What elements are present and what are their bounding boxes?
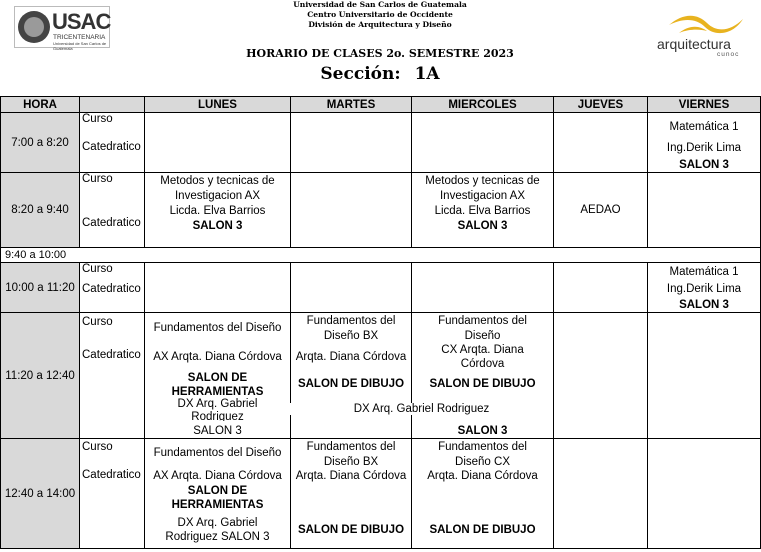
room-name: SALON 3 (679, 159, 729, 171)
time-cell: 12:40 a 14:00 (1, 439, 80, 549)
course-name: Fundamentos del Diseño (153, 322, 282, 334)
table-row (1, 113, 761, 173)
martes-cell (291, 263, 412, 313)
room-name: SALON DE (187, 372, 248, 384)
catedratico-label: Catedratico (82, 141, 141, 153)
time-cell: 11:20 a 12:40 (1, 313, 80, 439)
miercoles-cell (412, 313, 554, 439)
course-name: Fundamentos del (306, 441, 396, 453)
jueves-cell (554, 439, 648, 549)
col-header-hora: HORA (1, 97, 80, 113)
course-name: Fundamentos del (438, 315, 527, 327)
teacher-name: Ing.Derik Lima (666, 283, 742, 295)
miercoles-cell (412, 439, 554, 549)
teacher-name: Arqta. Diana Córdova (427, 470, 538, 482)
table-row (1, 313, 761, 439)
curso-label: Curso (82, 441, 113, 453)
teacher-name: CX Arqta. Diana (441, 344, 524, 356)
university-name: Universidad de San Carlos de Guatemala (293, 0, 467, 9)
room-name-2: HERRAMIENTAS (171, 499, 264, 511)
course-name: Metodos y tecnicas de (160, 175, 275, 187)
course-group: Investigacion AX (174, 190, 261, 202)
room-name: SALON 3 (457, 220, 508, 232)
section-heading (150, 64, 610, 84)
room-name-2: HERRAMIENTAS (171, 386, 264, 398)
label-cell (80, 173, 145, 248)
miercoles-cell (412, 263, 554, 313)
teacher-name: AX Arqta. Diana Córdova (153, 351, 282, 363)
col-header-jueves: JUEVES (554, 97, 648, 113)
time-cell: 7:00 a 8:20 (1, 113, 80, 173)
teacher-name-2: DX Arq. Gabriel (177, 398, 258, 410)
table-header-row (1, 97, 761, 113)
viernes-cell (648, 263, 761, 313)
teacher-name: Licda. Elva Barrios (169, 205, 266, 217)
col-header-martes: MARTES (291, 97, 412, 113)
arquitectura-logo-icon (663, 11, 747, 37)
teacher-name-b: Córdova (460, 358, 505, 367)
catedratico-label: Catedratico (82, 349, 141, 361)
teacher-name: Ing.Derik Lima (666, 142, 742, 154)
viernes-cell (648, 439, 761, 549)
room-name: SALON DE DIBUJO (297, 378, 405, 390)
teacher-name: Licda. Elva Barrios (434, 205, 531, 217)
label-cell (80, 113, 145, 173)
usac-logo (14, 6, 111, 51)
course-group: Investigacion AX (439, 190, 526, 202)
usac-logo-sub-line1: TRICENTENARIA (53, 34, 106, 41)
time-cell: 9:40 a 10:00 (1, 248, 80, 263)
table-row (1, 439, 761, 549)
usac-logo-text: USAC (52, 9, 111, 34)
course-group: Diseño BX (323, 330, 379, 342)
schedule-table (0, 96, 761, 549)
martes-cell (291, 113, 412, 173)
break-row (1, 248, 761, 263)
curso-label: Curso (82, 316, 113, 328)
teacher-name: AX Arqta. Diana Córdova (153, 470, 282, 482)
usac-logo-sub-line2: Universidad de San Carlos de Guatemala (53, 41, 107, 51)
room-name: SALON DE DIBUJO (429, 524, 536, 536)
room-name: SALON 3 (192, 220, 243, 232)
arquitectura-logo-text: arquitectura (657, 36, 731, 52)
break-cell (80, 248, 761, 263)
center-name: Centro Universitario de Occidente (307, 10, 453, 19)
col-header-label (80, 97, 145, 113)
viernes-cell (648, 173, 761, 248)
miercoles-cell (412, 173, 554, 248)
viernes-cell (648, 313, 761, 439)
table-row (1, 173, 761, 248)
catedratico-label: Catedratico (82, 283, 141, 295)
arquitectura-logo-sub: cunoc (717, 51, 740, 58)
lunes-cell (145, 173, 291, 248)
jueves-cell (554, 113, 648, 173)
jueves-cell (554, 173, 648, 248)
time-cell: 8:20 a 9:40 (1, 173, 80, 248)
course-group: Diseño CX (455, 456, 510, 468)
curso-label: Curso (82, 173, 113, 185)
teacher-name-2b: Rodriguez (191, 411, 244, 421)
label-cell (80, 263, 145, 313)
teacher-name: Arqta. Diana Córdova (295, 470, 407, 482)
martes-cell (291, 439, 412, 549)
martes-cell (291, 313, 412, 439)
usac-seal-icon (18, 11, 50, 43)
lunes-cell (145, 439, 291, 549)
miercoles-cell (412, 113, 554, 173)
course-name: Metodos y tecnicas de (425, 175, 540, 187)
viernes-cell (648, 113, 761, 173)
course-name: Matemática 1 (669, 266, 739, 278)
course-name: Fundamentos del Diseño (153, 447, 282, 459)
time-cell: 10:00 a 11:20 (1, 263, 80, 313)
lunes-cell (145, 263, 291, 313)
lunes-cell (145, 313, 291, 439)
dx-teacher-band: DX Arq. Gabriel Rodriguez (290, 403, 553, 415)
table-row (1, 263, 761, 313)
schedule-title: HORARIO DE CLASES 2o. SEMESTRE 2023 (246, 47, 514, 60)
catedratico-label: Catedratico (82, 469, 141, 481)
curso-label: Curso (82, 263, 113, 275)
section-label: Sección: (320, 64, 401, 84)
course-name: Fundamentos del (438, 441, 527, 453)
teacher-name-2: DX Arq. Gabriel (177, 517, 258, 529)
room-name-3: SALON 3 (193, 425, 242, 437)
room-name: SALON 3 (679, 299, 729, 311)
course-name: Matemática 1 (669, 121, 739, 133)
room-name: SALON DE DIBUJO (297, 524, 405, 536)
section-value: 1A (414, 64, 440, 84)
division-name: División de Arquitectura y Diseño (308, 20, 452, 29)
room-name: SALON DE (187, 485, 248, 497)
martes-cell (291, 173, 412, 248)
course-name: Fundamentos del (306, 315, 396, 327)
col-header-miercoles: MIERCOLES (412, 97, 554, 113)
course-group: Diseño (464, 330, 501, 342)
course-name: AEDAO (580, 204, 621, 216)
label-cell (80, 313, 145, 439)
teacher-name-2b: Rodriguez SALON 3 (165, 531, 270, 543)
course-group: Diseño BX (323, 456, 379, 468)
room-name: SALON DE DIBUJO (429, 378, 536, 390)
col-header-viernes: VIERNES (648, 97, 761, 113)
label-cell (80, 439, 145, 549)
lunes-cell (145, 113, 291, 173)
jueves-cell (554, 313, 648, 439)
catedratico-label: Catedratico (82, 217, 141, 229)
curso-label: Curso (82, 113, 113, 125)
room-name-2: SALON 3 (457, 425, 508, 437)
usac-logo-sub (53, 34, 109, 51)
teacher-name: Arqta. Diana Córdova (295, 351, 407, 363)
col-header-lunes: LUNES (145, 97, 291, 113)
jueves-cell (554, 263, 648, 313)
